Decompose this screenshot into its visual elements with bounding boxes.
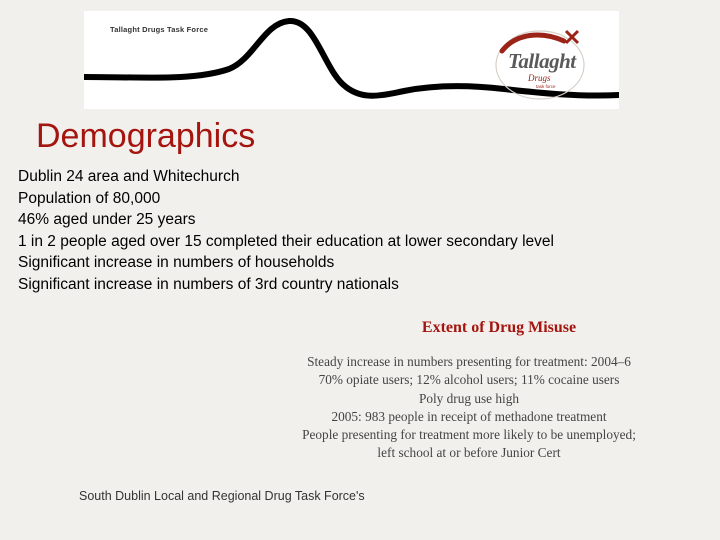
misuse-line: 70% opiate users; 12% alcohol users; 11% cocaine users bbox=[318, 372, 620, 388]
misuse-line: left school at or before Junior Cert bbox=[377, 445, 561, 461]
logo-word: Tallaght bbox=[508, 49, 576, 73]
section-heading: Extent of Drug Misuse bbox=[421, 319, 577, 336]
fact-item: Population of 80,000 bbox=[18, 189, 161, 207]
header-banner bbox=[84, 11, 619, 109]
fact-item: Dublin 24 area and Whitechurch bbox=[18, 168, 240, 185]
page-title: Demographics bbox=[36, 117, 256, 155]
org-name: Tallaght Drugs Task Force bbox=[110, 25, 209, 34]
drug-misuse-lines bbox=[250, 353, 688, 463]
logo-subtitle: Drugs bbox=[528, 73, 551, 83]
logo-tagline: task force bbox=[536, 84, 556, 89]
demographics-list bbox=[18, 166, 554, 296]
tallaght-logo bbox=[492, 27, 588, 103]
fact-item: 1 in 2 people aged over 15 completed their education at lower secondary level bbox=[18, 232, 554, 250]
fact-item: Significant increase in numbers of households bbox=[18, 254, 335, 272]
misuse-line: Poly drug use high bbox=[418, 390, 520, 406]
misuse-line: People presenting for treatment more likely to be unemployed; bbox=[302, 427, 636, 443]
misuse-line: Steady increase in numbers presenting for treatment: 2004–6 bbox=[307, 354, 631, 369]
misuse-line: 2005: 983 people in receipt of methadone treatment bbox=[331, 408, 607, 424]
source-note: South Dublin Local and Regional Drug Task Force's bbox=[79, 489, 365, 503]
fact-item: 46% aged under 25 years bbox=[18, 211, 196, 229]
drug-misuse-section bbox=[250, 317, 688, 463]
fact-item: Significant increase in numbers of 3rd country nationals bbox=[18, 275, 399, 293]
